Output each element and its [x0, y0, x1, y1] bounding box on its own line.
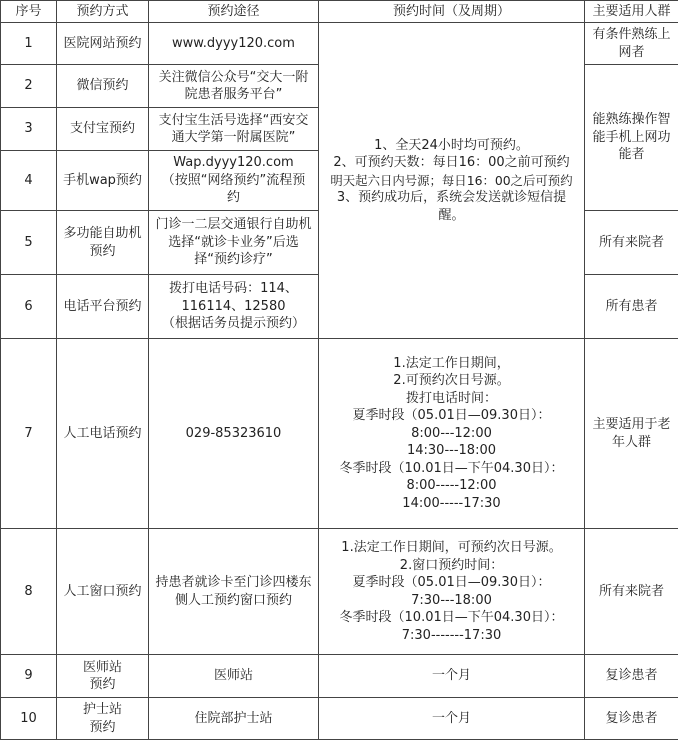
header-no: 序号 — [1, 1, 57, 23]
row-route: 门诊一二层交通银行自助机 选择“就诊卡业务”后选 择“预约诊疗” — [149, 211, 319, 275]
header-row — [1, 1, 678, 23]
row-no: 6 — [1, 275, 57, 339]
row-no: 4 — [1, 151, 57, 211]
row-method: 多功能自助机 预约 — [57, 211, 149, 275]
row-method: 支付宝预约 — [57, 108, 149, 151]
header-route: 预约途径 — [149, 1, 319, 23]
table-row — [1, 339, 678, 529]
row-method: 医院网站预约 — [57, 23, 149, 65]
row-route: 医师站 — [149, 655, 319, 698]
row-no: 9 — [1, 655, 57, 698]
header-people: 主要适用人群 — [585, 1, 678, 23]
row-people: 所有患者 — [585, 275, 678, 339]
row-method: 人工窗口预约 — [57, 529, 149, 655]
row-route: 持患者就诊卡至门诊四楼东 侧人工预约窗口预约 — [149, 529, 319, 655]
table-row — [1, 698, 678, 740]
table-row — [1, 23, 678, 65]
row-method: 电话平台预约 — [57, 275, 149, 339]
row-method: 医师站 预约 — [57, 655, 149, 698]
row-people: 主要适用于老 年人群 — [585, 339, 678, 529]
row-time: 1.法定工作日期间， 2.可预约次日号源。 拨打电话时间： 夏季时段（05.01日—09.30日）： 8:00---12:00 14:30---18:00 冬季时段（10.01日—下午04.30日）： 8:00-----12:00 14:00-----17:30 — [319, 339, 585, 529]
row-route: 支付宝生活号选择“西安交 通大学第一附属医院” — [149, 108, 319, 151]
row-route: 029-85323610 — [149, 339, 319, 529]
row-no: 1 — [1, 23, 57, 65]
row-no: 3 — [1, 108, 57, 151]
row-method: 护士站 预约 — [57, 698, 149, 740]
row-people: 复诊患者 — [585, 655, 678, 698]
row-route: 拨打电话号码：114、 116114、12580 （根据话务员提示预约） — [149, 275, 319, 339]
row-people: 复诊患者 — [585, 698, 678, 740]
row-people: 有条件熟练上 网者 — [585, 23, 678, 65]
row-route: Wap.dyyy120.com （按照“网络预约”流程预 约 — [149, 151, 319, 211]
row-route: www.dyyy120.com — [149, 23, 319, 65]
row-route: 住院部护士站 — [149, 698, 319, 740]
table-row — [1, 529, 678, 655]
header-time: 预约时间（及周期） — [319, 1, 585, 23]
row-time: 一个月 — [319, 698, 585, 740]
row-method: 微信预约 — [57, 65, 149, 108]
row-people: 所有来院者 — [585, 211, 678, 275]
table-row — [1, 655, 678, 698]
row-people: 能熟练操作智 能手机上网功 能者 — [585, 65, 678, 211]
row-method: 人工电话预约 — [57, 339, 149, 529]
row-no: 2 — [1, 65, 57, 108]
row-no: 8 — [1, 529, 57, 655]
row-no: 7 — [1, 339, 57, 529]
row-no: 5 — [1, 211, 57, 275]
row-time: 一个月 — [319, 655, 585, 698]
row-time: 1.法定工作日期间，可预约次日号源。 2.窗口预约时间： 夏季时段（05.01日—09.30日）： 7:30---18:00 冬季时段（10.01日—下午04.30日）： 7:30-------17:30 — [319, 529, 585, 655]
header-method: 预约方式 — [57, 1, 149, 23]
row-no: 10 — [1, 698, 57, 740]
row-method: 手机wap预约 — [57, 151, 149, 211]
row-route: 关注微信公众号“交大一附 院患者服务平台” — [149, 65, 319, 108]
row-people: 所有来院者 — [585, 529, 678, 655]
time-cell-shared: 1、全天24小时均可预约。 2、可预约天数：每日16：00之前可预约 明天起六日内号源；每日16：00之后可预约 3、预约成功后，系统会发送就诊短信提 醒。 — [319, 23, 585, 339]
